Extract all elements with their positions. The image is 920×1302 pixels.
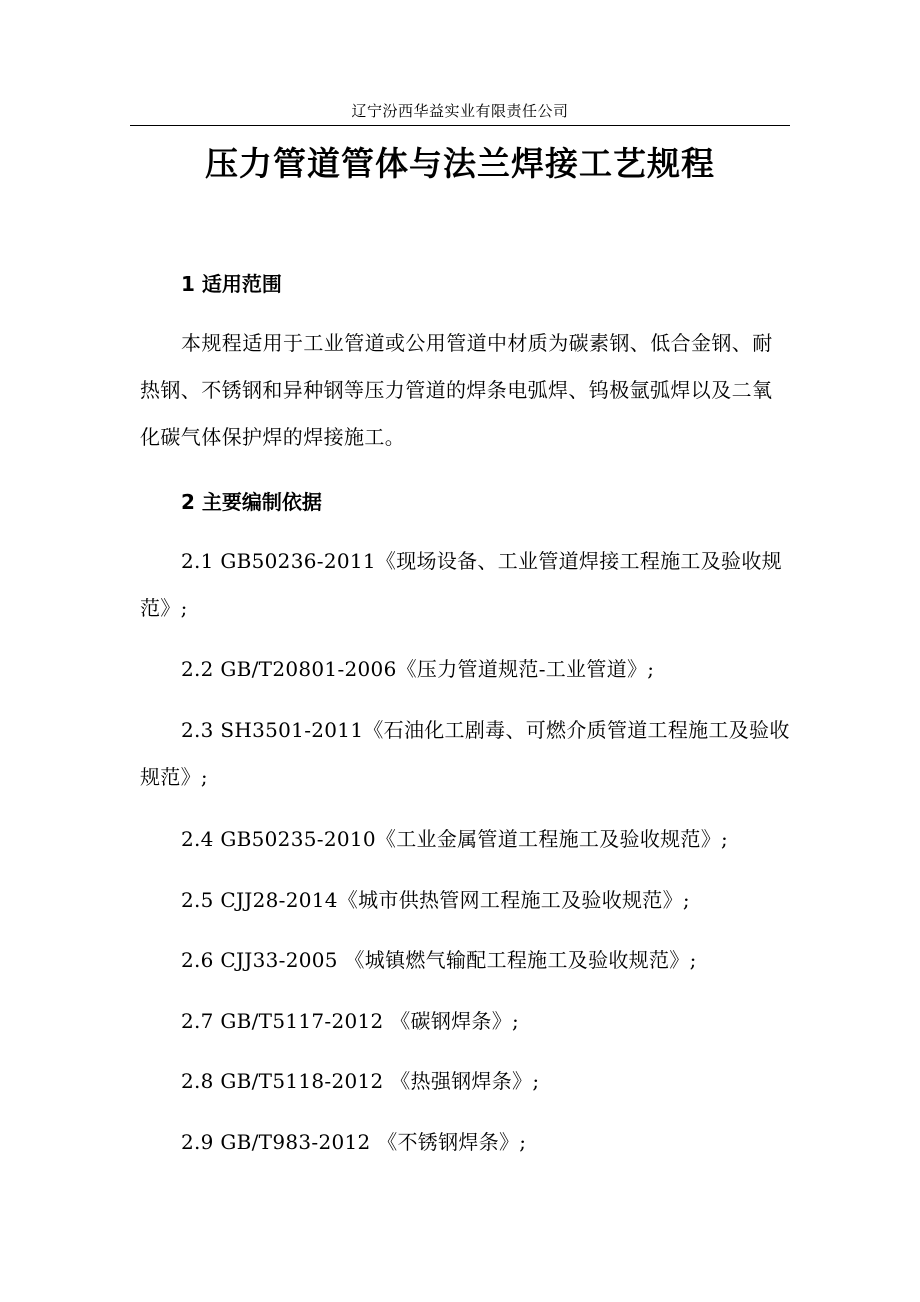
document-title: 压力管道管体与法兰焊接工艺规程 xyxy=(205,144,715,183)
reference-item: 2.3 SH3501-2011《石油化工剧毒、可燃介质管道工程施工及验收规范》; xyxy=(140,718,790,789)
page-header-company: 辽宁汾西华益实业有限责任公司 xyxy=(351,102,569,120)
reference-item: 2.9 GB/T983-2012 《不锈钢焊条》; xyxy=(181,1130,527,1154)
section-body-scope: 本规程适用于工业管道或公用管道中材质为碳素钢、低合金钢、耐热钢、不锈钢和异种钢等压力管道的焊条电弧焊、钨极氩弧焊以及二氧化碳气体保护焊的焊接施工。 xyxy=(140,331,773,449)
header-divider xyxy=(130,125,790,126)
reference-item: 2.6 CJJ33-2005 《城镇燃气输配工程施工及验收规范》; xyxy=(181,948,697,972)
reference-item: 2.2 GB/T20801-2006《压力管道规范-工业管道》; xyxy=(181,657,655,681)
section-heading-basis: 2 主要编制依据 xyxy=(181,490,322,514)
reference-item: 2.7 GB/T5117-2012 《碳钢焊条》; xyxy=(181,1009,520,1033)
reference-item: 2.1 GB50236-2011《现场设备、工业管道焊接工程施工及验收规范》; xyxy=(140,549,782,620)
reference-item: 2.8 GB/T5118-2012 《热强钢焊条》; xyxy=(181,1069,540,1093)
reference-item: 2.5 CJJ28-2014《城市供热管网工程施工及验收规范》; xyxy=(181,888,690,912)
section-heading-scope: 1 适用范围 xyxy=(181,272,282,296)
reference-item: 2.4 GB50235-2010《工业金属管道工程施工及验收规范》; xyxy=(181,827,729,851)
